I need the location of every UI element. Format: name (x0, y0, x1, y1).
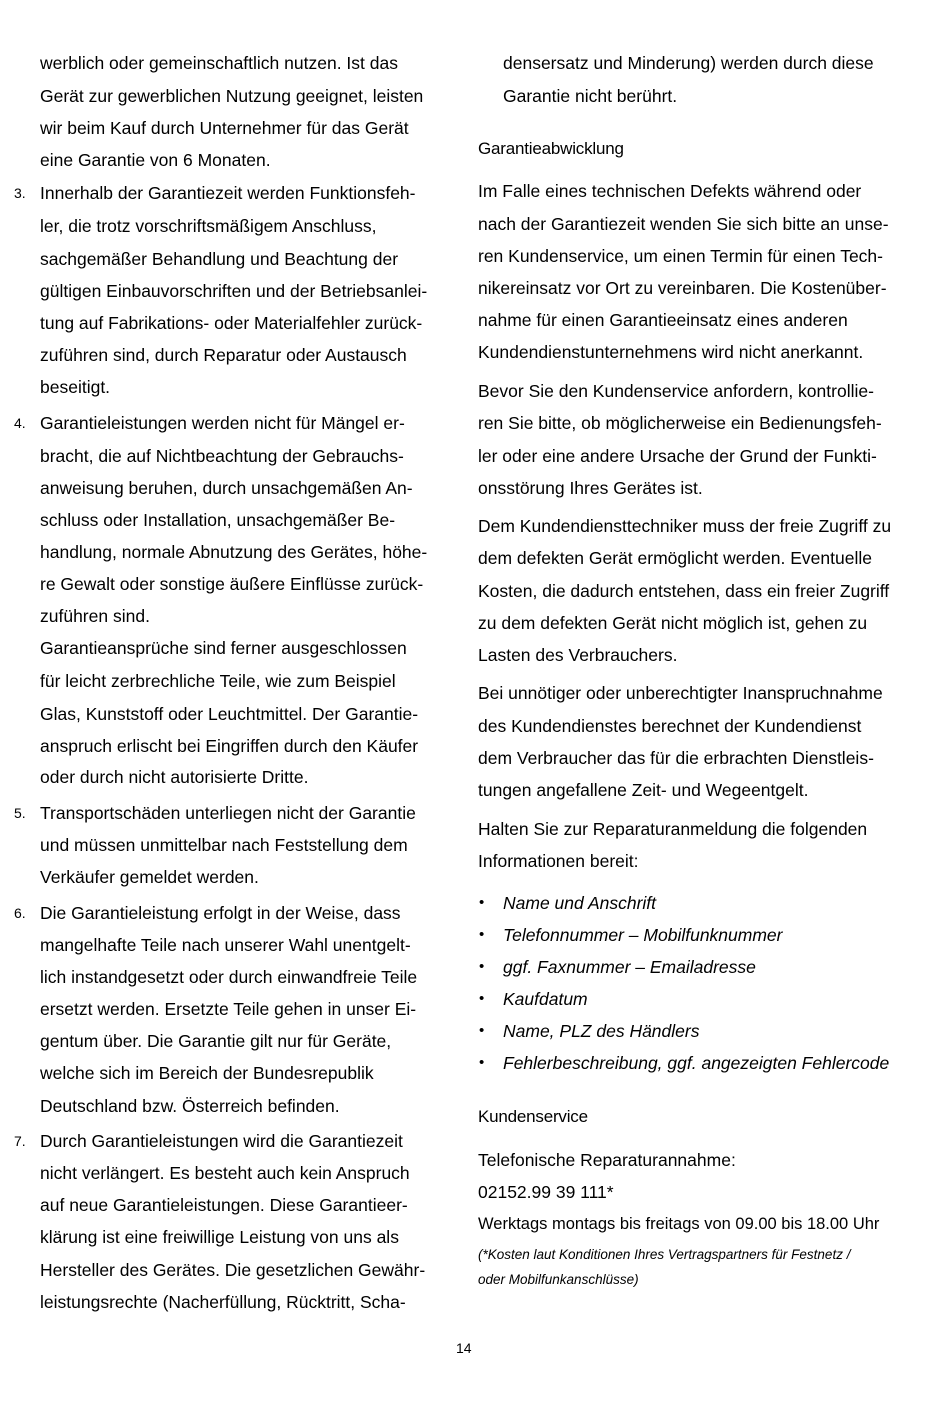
section-heading: Garantieabwicklung (478, 139, 624, 158)
text-line: Informationen bereit: (478, 851, 639, 871)
text-line: Glas, Kunststoff oder Leuchtmittel. Der Garantie- (40, 704, 419, 724)
text-line: Im Falle eines technischen Defekts während oder (478, 181, 862, 201)
text-line: Garantieansprüche sind ferner ausgeschlossen (40, 638, 407, 658)
bullet-icon: • (479, 894, 485, 911)
text-line: Bei unnötiger oder unberechtigter Inanspruchnahme (478, 683, 883, 703)
list-item: Name und Anschrift (503, 893, 657, 913)
text-line: ren Kundenservice, um einen Termin für einen Tech- (478, 246, 883, 266)
text-line: und müssen unmittelbar nach Feststellung dem (40, 835, 408, 855)
list-item: Fehlerbeschreibung, ggf. angezeigten Fehlercode (503, 1053, 890, 1073)
text-line: leistungsrechte (Nacherfüllung, Rücktritt, Scha- (40, 1292, 406, 1312)
text-line: Dem Kundendiensttechniker muss der freie Zugriff zu (478, 516, 892, 536)
text-line: Kundendienstunternehmens wird nicht anerkannt. (478, 342, 864, 362)
text-line: zuführen sind. (40, 606, 150, 626)
bullet-icon: • (479, 990, 485, 1007)
text-line: klärung ist eine freiwillige Leistung von uns als (40, 1227, 399, 1247)
text-line: lich instandgesetzt oder durch einwandfreie Teile (40, 967, 418, 987)
text-line: nikereinsatz vor Ort zu vereinbaren. Die Kostenüber- (478, 278, 887, 298)
footnote: oder Mobilfunkanschlüsse) (478, 1272, 639, 1287)
text-line: Hersteller des Gerätes. Die gesetzlichen Gewähr- (40, 1260, 426, 1280)
text-line: onsstörung Ihres Gerätes ist. (478, 478, 703, 498)
text-line: schluss oder Installation, unsachgemäßer Be- (40, 510, 396, 530)
text-line: beseitigt. (40, 377, 111, 397)
text-line: nahme für einen Garantieeinsatz eines anderen (478, 310, 848, 330)
text-line: Gerät zur gewerblichen Nutzung geeignet, leisten (40, 86, 424, 106)
service-label: Telefonische Reparaturannahme: (478, 1150, 736, 1170)
text-line: tung auf Fabrikations- oder Materialfehler zurück- (40, 313, 423, 333)
text-line: Lasten des Verbrauchers. (478, 645, 678, 665)
list-item: Kaufdatum (503, 989, 588, 1009)
text-line: zu dem defekten Gerät nicht möglich ist, gehen zu (478, 613, 868, 633)
text-line: Transportschäden unterliegen nicht der Garantie (40, 803, 416, 823)
text-line: welche sich im Bereich der Bundesrepublik (40, 1063, 374, 1083)
footnote: (*Kosten laut Konditionen Ihres Vertragspartners für Festnetz / (478, 1247, 851, 1262)
text-line: nach der Garantiezeit wenden Sie sich bitte an unse- (478, 214, 889, 234)
text-line: eine Garantie von 6 Monaten. (40, 150, 271, 170)
text-line: nicht verlängert. Es besteht auch kein Anspruch (40, 1163, 410, 1183)
text-line: Kosten, die dadurch entstehen, dass ein freier Zugriff (478, 581, 890, 601)
text-line: zuführen sind, durch Reparatur oder Austausch (40, 345, 407, 365)
list-item: ggf. Faxnummer – Emailadresse (503, 957, 756, 977)
text-line: ler oder eine andere Ursache der Grund der Funkti- (478, 446, 877, 466)
text-line: werblich oder gemeinschaftlich nutzen. Ist das (40, 53, 398, 73)
text-line: bracht, die auf Nichtbeachtung der Gebrauchs- (40, 446, 404, 466)
text-line: Garantie nicht berührt. (503, 86, 678, 106)
text-line: ren Sie bitte, ob möglicherweise ein Bedienungsfeh- (478, 413, 882, 433)
list-number: 7. (14, 1133, 26, 1149)
text-line: handlung, normale Abnutzung des Gerätes, höhe- (40, 542, 428, 562)
text-line: Durch Garantieleistungen wird die Garantiezeit (40, 1131, 403, 1151)
list-number: 6. (14, 905, 26, 921)
text-line: Deutschland bzw. Österreich befinden. (40, 1096, 340, 1116)
text-line: re Gewalt oder sonstige äußere Einflüsse zurück- (40, 574, 424, 594)
text-line: mangelhafte Teile nach unserer Wahl unentgelt- (40, 935, 411, 955)
text-line: Die Garantieleistung erfolgt in der Weise, dass (40, 903, 401, 923)
text-line: oder durch nicht autorisierte Dritte. (40, 767, 309, 787)
text-line: Innerhalb der Garantiezeit werden Funktionsfeh- (40, 183, 416, 203)
phone-number: 02152.99 39 111* (478, 1182, 614, 1202)
bullet-icon: • (479, 926, 485, 943)
text-line: densersatz und Minderung) werden durch diese (503, 53, 874, 73)
text-line: gentum über. Die Garantie gilt nur für Geräte, (40, 1031, 392, 1051)
text-line: gültigen Einbauvorschriften und der Betriebsanlei- (40, 281, 428, 301)
bullet-icon: • (479, 1054, 485, 1071)
text-line: Halten Sie zur Reparaturanmeldung die folgenden (478, 819, 868, 839)
list-item: Name, PLZ des Händlers (503, 1021, 700, 1041)
text-line: ersetzt werden. Ersetzte Teile gehen in unser Ei- (40, 999, 417, 1019)
text-line: Bevor Sie den Kundenservice anfordern, kontrollie- (478, 381, 874, 401)
list-item: Telefonnummer – Mobilfunknummer (503, 925, 783, 945)
bullet-icon: • (479, 1022, 485, 1039)
text-line: tungen angefallene Zeit- und Wegeentgelt. (478, 780, 809, 800)
list-number: 4. (14, 415, 26, 431)
text-line: wir beim Kauf durch Unternehmer für das Gerät (40, 118, 409, 138)
bullet-icon: • (479, 958, 485, 975)
list-number: 3. (14, 185, 26, 201)
list-number: 5. (14, 805, 26, 821)
text-line: auf neue Garantieleistungen. Diese Garantieer- (40, 1195, 408, 1215)
text-line: des Kundendienstes berechnet der Kundendienst (478, 716, 862, 736)
text-line: anweisung beruhen, durch unsachgemäßen An- (40, 478, 413, 498)
text-line: Verkäufer gemeldet werden. (40, 867, 259, 887)
text-line: ler, die trotz vorschriftsmäßigem Anschluss, (40, 216, 377, 236)
text-line: anspruch erlischt bei Eingriffen durch den Käufer (40, 736, 419, 756)
text-line: Garantieleistungen werden nicht für Mängel er- (40, 413, 405, 433)
text-line: dem defekten Gerät ermöglicht werden. Eventuelle (478, 548, 872, 568)
service-hours: Werktags montags bis freitags von 09.00 bis 18.00 Uhr (478, 1215, 880, 1233)
text-line: für leicht zerbrechliche Teile, wie zum Beispiel (40, 671, 396, 691)
text-line: dem Verbraucher das für die erbrachten Dienstleis- (478, 748, 874, 768)
section-heading: Kundenservice (478, 1107, 588, 1126)
text-line: sachgemäßer Behandlung und Beachtung der (40, 249, 399, 269)
page-number: 14 (456, 1340, 472, 1356)
